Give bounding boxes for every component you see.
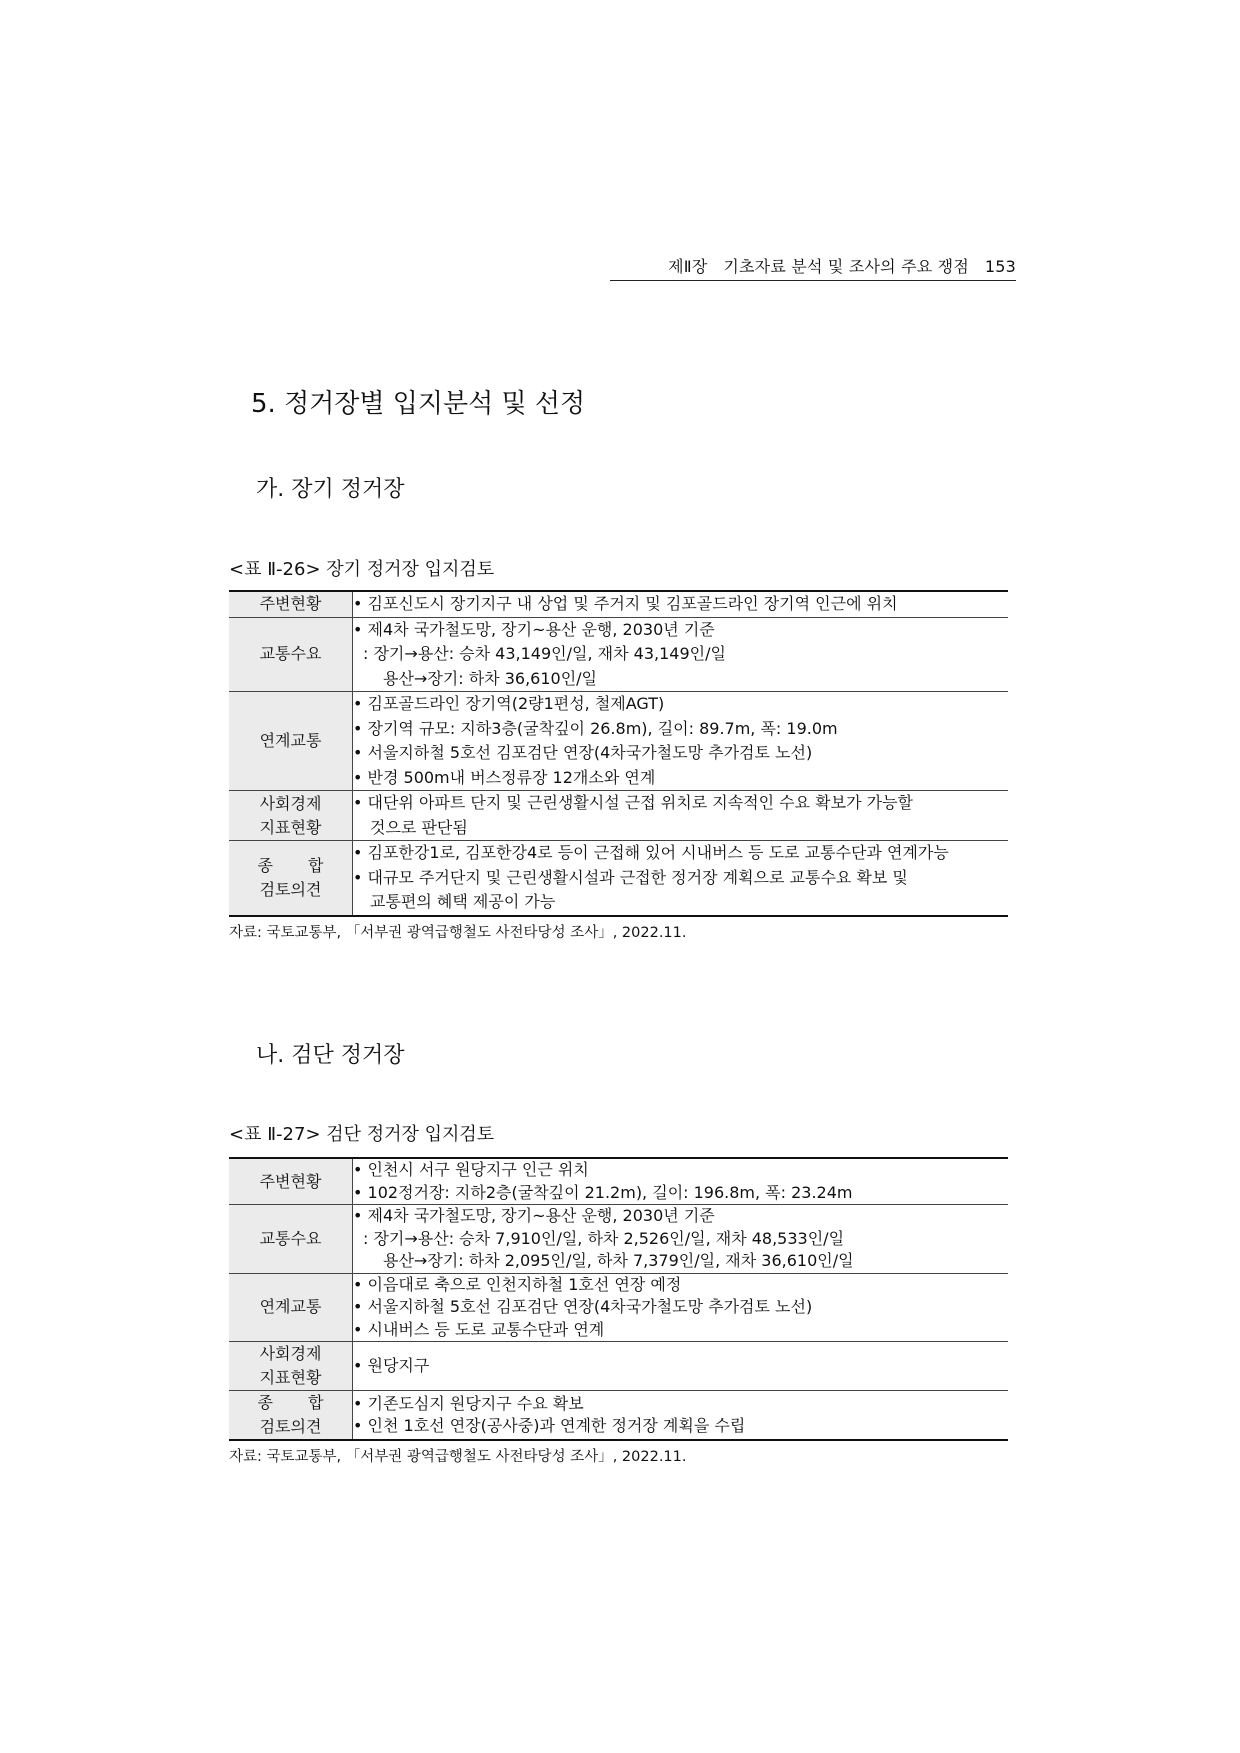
row-connecting-transit	[229, 692, 1008, 791]
row-surroundings	[229, 591, 1008, 617]
bullet-item: • 김포신도시 장기지구 내 상업 및 주거지 및 김포골드라인 장기역 인근에 위치	[353, 594, 898, 613]
row-content	[353, 1158, 1009, 1205]
row-header-text: 연계교통	[259, 1297, 322, 1317]
chapter-title: 기초자료 분석 및 조사의 주요 쟁점	[723, 257, 969, 276]
bullet-item: • 반경 500m내 버스정류장 12개소와 연계	[353, 767, 656, 787]
bullet-item: • 대단위 아파트 단지 및 근린생활시설 근접 위치로 지속적인 수요 확보가 가능할	[353, 793, 913, 812]
row-connecting-transit	[229, 1273, 1008, 1342]
review-table-geomdan	[229, 1157, 1008, 1441]
row-header-text: 종 합	[257, 1393, 324, 1412]
bullet-item: • 기존도심지 원당지구 수요 확보	[353, 1393, 584, 1413]
row-header-text: 검토의견	[259, 879, 322, 899]
bullet-item: • 김포한강1로, 김포한강4로 등이 근접해 있어 시내버스 등 도로 교통수단과 연계가능	[353, 843, 949, 862]
row-header-text: 연계교통	[259, 731, 322, 750]
row-header	[229, 1158, 353, 1205]
bullet-item: • 제4차 국가철도망, 장기~용산 운행, 2030년 기준	[353, 1206, 715, 1225]
bullet-item: • 시내버스 등 도로 교통수단과 연계	[353, 1319, 605, 1339]
table-caption-geomdan: <표 Ⅱ-27> 검단 정거장 입지검토	[229, 1124, 495, 1145]
row-overall-review	[229, 1391, 1008, 1441]
section-title: 5. 정거장별 입지분석 및 선정	[251, 389, 586, 419]
row-header	[229, 591, 353, 617]
row-header	[229, 1273, 353, 1342]
bullet-item: • 이음대로 축으로 인천지하철 1호선 연장 예정	[353, 1274, 682, 1294]
bullet-item: • 장기역 규모: 지하3층(굴착깊이 26.8m), 길이: 89.7m, 폭: 19.0m	[353, 718, 838, 738]
bullet-item: • 대규모 주거단지 및 근린생활시설과 근접한 정거장 계획으로 교통수요 확보 및	[353, 867, 908, 887]
table-caption-jangi: <표 Ⅱ-26> 장기 정거장 입지검토	[229, 559, 495, 580]
bullet-item: • 제4차 국가철도망, 장기~용산 운행, 2030년 기준	[353, 619, 715, 639]
row-header-text: 사회경제	[259, 1344, 322, 1363]
bullet-item: • 서울지하철 5호선 김포검단 연장(4차국가철도망 추가검토 노선)	[353, 743, 813, 762]
row-traffic-demand	[229, 617, 1008, 692]
row-socioeconomic	[229, 1342, 1008, 1391]
row-traffic-demand	[229, 1205, 1008, 1274]
row-header	[229, 841, 353, 916]
row-header	[229, 791, 353, 841]
row-header-text: 검토의견	[259, 1417, 322, 1436]
row-content	[353, 591, 1009, 617]
row-header	[229, 692, 353, 791]
row-content	[353, 1273, 1009, 1342]
table-source-jangi: 자료: 국토교통부, 「서부권 광역급행철도 사전타당성 조사」, 2022.11.	[229, 925, 687, 941]
row-header-text: 지표현황	[259, 1368, 322, 1387]
chapter-label: 제Ⅱ장	[668, 257, 708, 276]
table-source-geomdan: 자료: 국토교통부, 「서부권 광역급행철도 사전타당성 조사」, 2022.11.	[229, 1449, 687, 1465]
bullet-item: • 원당지구	[353, 1355, 430, 1375]
row-overall-review	[229, 841, 1008, 916]
row-content	[353, 1205, 1009, 1274]
continuation-line: 용산→장기: 하차 36,610인/일	[383, 668, 597, 688]
row-socioeconomic	[229, 791, 1008, 841]
row-header-text: 종 합	[257, 855, 324, 875]
continuation-line: 것으로 판단됨	[370, 817, 468, 837]
row-header-text: 사회경제	[259, 793, 322, 813]
continuation-line: 용산→장기: 하차 2,095인/일, 하차 7,379인/일, 재차 36,610인/일	[383, 1251, 854, 1270]
row-content	[353, 617, 1009, 692]
row-header-text: 교통수요	[259, 1228, 322, 1248]
row-surroundings	[229, 1158, 1008, 1205]
bullet-item: • 김포골드라인 장기역(2량1편성, 철제AGT)	[353, 694, 665, 713]
row-content	[353, 1391, 1009, 1441]
review-table-jangi	[229, 590, 1008, 917]
row-header	[229, 1342, 353, 1391]
row-content	[353, 692, 1009, 791]
bullet-item: • 102정거장: 지하2층(굴착깊이 21.2m), 길이: 196.8m, 폭: 23.24m	[353, 1182, 853, 1202]
row-content	[353, 841, 1009, 916]
row-header	[229, 617, 353, 692]
subsection-title-jangi: 가. 장기 정거장	[256, 477, 405, 502]
row-content	[353, 791, 1009, 841]
row-header	[229, 1391, 353, 1441]
row-header	[229, 1205, 353, 1274]
row-header-text: 교통수요	[259, 644, 322, 664]
subsection-title-geomdan: 나. 검단 정거장	[256, 1043, 405, 1068]
bullet-item: • 인천시 서구 원당지구 인근 위치	[353, 1160, 589, 1179]
page-number: 153	[984, 257, 1016, 276]
continuation-line: : 장기→용산: 승차 7,910인/일, 하차 2,526인/일, 재차 48,533인/일	[363, 1228, 845, 1248]
bullet-item: • 인천 1호선 연장(공사중)과 연계한 정거장 계획을 수립	[353, 1416, 746, 1435]
row-header-text: 주변현황	[259, 1171, 322, 1191]
row-header-text: 지표현황	[259, 817, 322, 837]
row-header-text: 주변현황	[259, 594, 322, 614]
row-content	[353, 1342, 1009, 1391]
continuation-line: : 장기→용산: 승차 43,149인/일, 재차 43,149인/일	[363, 644, 726, 663]
bullet-item: • 서울지하철 5호선 김포검단 연장(4차국가철도망 추가검토 노선)	[353, 1297, 813, 1316]
running-header	[610, 254, 1016, 281]
continuation-line: 교통편의 혜택 제공이 가능	[370, 892, 556, 911]
